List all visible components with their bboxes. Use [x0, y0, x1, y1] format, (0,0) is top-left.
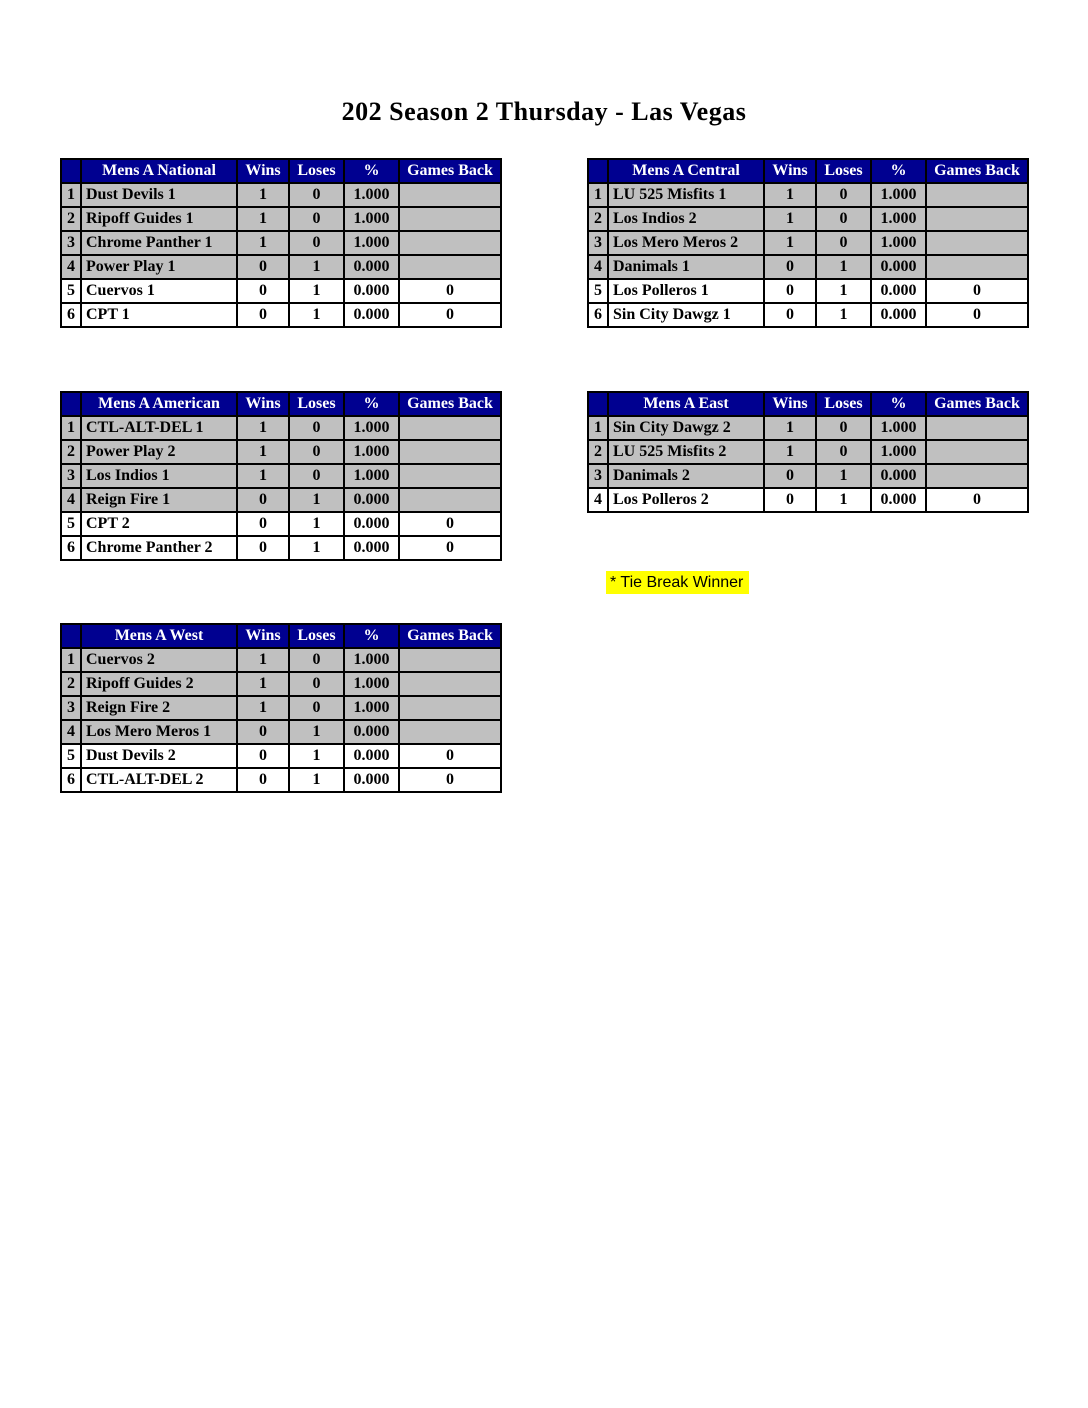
- header-division-title: Mens A Central: [608, 159, 764, 183]
- loses-cell: 1: [816, 255, 871, 279]
- games-back-cell: [926, 255, 1028, 279]
- team-cell: CTL-ALT-DEL 1: [81, 416, 237, 440]
- wins-cell: 1: [237, 648, 289, 672]
- header-rank: [61, 624, 81, 648]
- games-back-cell: [399, 648, 501, 672]
- rank-cell: 4: [588, 488, 608, 512]
- games-back-cell: [926, 464, 1028, 488]
- table-row: [61, 744, 501, 768]
- tie-break-winner-note: * Tie Break Winner: [606, 571, 749, 594]
- header-loses: Loses: [289, 624, 344, 648]
- pct-cell: 0.000: [871, 279, 926, 303]
- header-loses: Loses: [816, 392, 871, 416]
- pct-cell: 0.000: [344, 512, 399, 536]
- pct-cell: 1.000: [871, 416, 926, 440]
- pct-cell: 0.000: [871, 303, 926, 327]
- table-row: [588, 255, 1028, 279]
- wins-cell: 0: [237, 720, 289, 744]
- wins-cell: 0: [764, 255, 816, 279]
- pct-cell: 0.000: [871, 488, 926, 512]
- team-cell: Chrome Panther 1: [81, 231, 237, 255]
- loses-cell: 1: [816, 464, 871, 488]
- team-cell: Cuervos 2: [81, 648, 237, 672]
- table-row: [61, 440, 501, 464]
- team-cell: Ripoff Guides 2: [81, 672, 237, 696]
- rank-cell: 3: [588, 464, 608, 488]
- pct-cell: 1.000: [871, 231, 926, 255]
- pct-cell: 0.000: [344, 279, 399, 303]
- table-row: [588, 464, 1028, 488]
- loses-cell: 0: [816, 416, 871, 440]
- standings-mens-a-east: [587, 391, 1029, 513]
- header-wins: Wins: [237, 392, 289, 416]
- header-games-back: Games Back: [399, 392, 501, 416]
- pct-cell: 1.000: [871, 207, 926, 231]
- loses-cell: 1: [289, 512, 344, 536]
- header-pct: %: [344, 392, 399, 416]
- games-back-cell: [399, 231, 501, 255]
- games-back-cell: [926, 440, 1028, 464]
- team-cell: Power Play 2: [81, 440, 237, 464]
- rank-cell: 6: [61, 768, 81, 792]
- team-cell: Dust Devils 2: [81, 744, 237, 768]
- table-row: [588, 303, 1028, 327]
- pct-cell: 0.000: [344, 255, 399, 279]
- wins-cell: 0: [237, 744, 289, 768]
- team-cell: Danimals 1: [608, 255, 764, 279]
- games-back-cell: 0: [926, 488, 1028, 512]
- rank-cell: 2: [588, 440, 608, 464]
- team-cell: Cuervos 1: [81, 279, 237, 303]
- header-division-title: Mens A East: [608, 392, 764, 416]
- header-division-title: Mens A West: [81, 624, 237, 648]
- pct-cell: 1.000: [344, 416, 399, 440]
- rank-cell: 1: [61, 183, 81, 207]
- games-back-cell: [926, 207, 1028, 231]
- table-row: [61, 255, 501, 279]
- header-wins: Wins: [237, 159, 289, 183]
- pct-cell: 0.000: [344, 488, 399, 512]
- division-table-mens-a-american: [60, 391, 502, 561]
- table-row: [61, 536, 501, 560]
- wins-cell: 1: [764, 231, 816, 255]
- wins-cell: 0: [237, 255, 289, 279]
- rank-cell: 3: [61, 696, 81, 720]
- games-back-cell: 0: [399, 512, 501, 536]
- loses-cell: 1: [816, 303, 871, 327]
- rank-cell: 5: [61, 512, 81, 536]
- loses-cell: 1: [289, 488, 344, 512]
- header-wins: Wins: [764, 159, 816, 183]
- table-row: [588, 183, 1028, 207]
- table-row: [61, 416, 501, 440]
- pct-cell: 0.000: [344, 768, 399, 792]
- rank-cell: 2: [61, 440, 81, 464]
- games-back-cell: [926, 183, 1028, 207]
- team-cell: Los Polleros 1: [608, 279, 764, 303]
- loses-cell: 0: [289, 231, 344, 255]
- rank-cell: 3: [61, 464, 81, 488]
- table-row: [61, 303, 501, 327]
- pct-cell: 1.000: [344, 464, 399, 488]
- rank-cell: 3: [588, 231, 608, 255]
- standings-mens-a-american: [60, 391, 502, 561]
- team-cell: CPT 1: [81, 303, 237, 327]
- table-row: [588, 207, 1028, 231]
- division-table-mens-a-east: [587, 391, 1029, 513]
- page-title: 202 Season 2 Thursday - Las Vegas: [341, 97, 747, 126]
- games-back-cell: 0: [399, 536, 501, 560]
- loses-cell: 1: [816, 279, 871, 303]
- loses-cell: 1: [816, 488, 871, 512]
- header-loses: Loses: [289, 392, 344, 416]
- pct-cell: 1.000: [344, 207, 399, 231]
- rank-cell: 6: [61, 303, 81, 327]
- table-row: [61, 512, 501, 536]
- loses-cell: 1: [289, 303, 344, 327]
- team-cell: Power Play 1: [81, 255, 237, 279]
- header-rank: [61, 159, 81, 183]
- loses-cell: 1: [289, 744, 344, 768]
- wins-cell: 0: [237, 279, 289, 303]
- rank-cell: 2: [61, 207, 81, 231]
- rank-cell: 6: [61, 536, 81, 560]
- team-cell: Ripoff Guides 1: [81, 207, 237, 231]
- games-back-cell: 0: [926, 303, 1028, 327]
- division-table-mens-a-central: [587, 158, 1029, 328]
- pct-cell: 0.000: [344, 303, 399, 327]
- header-pct: %: [871, 159, 926, 183]
- team-cell: LU 525 Misfits 2: [608, 440, 764, 464]
- standings-mens-a-central: [587, 158, 1029, 328]
- wins-cell: 1: [237, 696, 289, 720]
- rank-cell: 3: [61, 231, 81, 255]
- rank-cell: 5: [61, 279, 81, 303]
- header-games-back: Games Back: [926, 392, 1028, 416]
- pct-cell: 1.000: [344, 696, 399, 720]
- table-row: [61, 183, 501, 207]
- table-row: [61, 720, 501, 744]
- wins-cell: 1: [237, 207, 289, 231]
- wins-cell: 1: [237, 440, 289, 464]
- loses-cell: 0: [289, 672, 344, 696]
- standings-mens-a-west: [60, 623, 502, 793]
- games-back-cell: 0: [926, 279, 1028, 303]
- header-row: [61, 624, 501, 648]
- wins-cell: 0: [764, 464, 816, 488]
- team-cell: Danimals 2: [608, 464, 764, 488]
- wins-cell: 1: [237, 416, 289, 440]
- wins-cell: 1: [764, 207, 816, 231]
- loses-cell: 1: [289, 768, 344, 792]
- header-row: [588, 392, 1028, 416]
- wins-cell: 0: [237, 488, 289, 512]
- team-cell: CPT 2: [81, 512, 237, 536]
- rank-cell: 1: [61, 648, 81, 672]
- header-pct: %: [871, 392, 926, 416]
- team-cell: Dust Devils 1: [81, 183, 237, 207]
- header-rank: [61, 392, 81, 416]
- team-cell: Los Indios 1: [81, 464, 237, 488]
- table-row: [61, 648, 501, 672]
- games-back-cell: 0: [399, 279, 501, 303]
- loses-cell: 0: [289, 464, 344, 488]
- wins-cell: 0: [237, 536, 289, 560]
- loses-cell: 0: [816, 207, 871, 231]
- games-back-cell: [399, 255, 501, 279]
- header-loses: Loses: [816, 159, 871, 183]
- wins-cell: 0: [237, 512, 289, 536]
- division-table-mens-a-west: [60, 623, 502, 793]
- header-row: [588, 159, 1028, 183]
- games-back-cell: [399, 672, 501, 696]
- loses-cell: 0: [816, 231, 871, 255]
- rank-cell: 5: [588, 279, 608, 303]
- header-loses: Loses: [289, 159, 344, 183]
- loses-cell: 1: [289, 279, 344, 303]
- loses-cell: 1: [289, 536, 344, 560]
- table-row: [588, 488, 1028, 512]
- team-cell: Chrome Panther 2: [81, 536, 237, 560]
- pct-cell: 1.000: [344, 440, 399, 464]
- pct-cell: 0.000: [344, 744, 399, 768]
- rank-cell: 2: [61, 672, 81, 696]
- pct-cell: 0.000: [344, 536, 399, 560]
- wins-cell: 1: [237, 231, 289, 255]
- games-back-cell: [399, 207, 501, 231]
- table-row: [61, 279, 501, 303]
- games-back-cell: [399, 440, 501, 464]
- wins-cell: 0: [764, 303, 816, 327]
- team-cell: Reign Fire 2: [81, 696, 237, 720]
- games-back-cell: 0: [399, 768, 501, 792]
- games-back-cell: 0: [399, 303, 501, 327]
- table-row: [61, 696, 501, 720]
- table-row: [61, 207, 501, 231]
- games-back-cell: [399, 696, 501, 720]
- header-pct: %: [344, 159, 399, 183]
- pct-cell: 0.000: [344, 720, 399, 744]
- pct-cell: 0.000: [871, 255, 926, 279]
- header-wins: Wins: [764, 392, 816, 416]
- games-back-cell: 0: [399, 744, 501, 768]
- rank-cell: 4: [61, 720, 81, 744]
- rank-cell: 6: [588, 303, 608, 327]
- wins-cell: 0: [237, 303, 289, 327]
- wins-cell: 0: [764, 279, 816, 303]
- header-wins: Wins: [237, 624, 289, 648]
- wins-cell: 0: [237, 768, 289, 792]
- pct-cell: 1.000: [344, 648, 399, 672]
- table-row: [588, 416, 1028, 440]
- header-row: [61, 392, 501, 416]
- table-row: [588, 440, 1028, 464]
- loses-cell: 0: [289, 696, 344, 720]
- pct-cell: 1.000: [344, 183, 399, 207]
- team-cell: Sin City Dawgz 2: [608, 416, 764, 440]
- team-cell: Los Mero Meros 2: [608, 231, 764, 255]
- header-division-title: Mens A American: [81, 392, 237, 416]
- team-cell: LU 525 Misfits 1: [608, 183, 764, 207]
- table-row: [61, 488, 501, 512]
- loses-cell: 1: [289, 720, 344, 744]
- loses-cell: 0: [816, 183, 871, 207]
- team-cell: Los Mero Meros 1: [81, 720, 237, 744]
- rank-cell: 5: [61, 744, 81, 768]
- loses-cell: 0: [289, 648, 344, 672]
- standings-mens-a-national: [60, 158, 502, 328]
- loses-cell: 0: [289, 207, 344, 231]
- games-back-cell: [926, 416, 1028, 440]
- loses-cell: 0: [289, 416, 344, 440]
- header-row: [61, 159, 501, 183]
- rank-cell: 4: [588, 255, 608, 279]
- header-rank: [588, 392, 608, 416]
- table-row: [588, 279, 1028, 303]
- games-back-cell: [399, 720, 501, 744]
- rank-cell: 1: [588, 416, 608, 440]
- wins-cell: 1: [764, 183, 816, 207]
- header-rank: [588, 159, 608, 183]
- division-table-mens-a-national: [60, 158, 502, 328]
- table-row: [61, 672, 501, 696]
- header-pct: %: [344, 624, 399, 648]
- table-row: [61, 231, 501, 255]
- table-row: [61, 768, 501, 792]
- rank-cell: 4: [61, 488, 81, 512]
- pct-cell: 1.000: [344, 231, 399, 255]
- header-division-title: Mens A National: [81, 159, 237, 183]
- table-row: [61, 464, 501, 488]
- loses-cell: 0: [816, 440, 871, 464]
- wins-cell: 1: [764, 440, 816, 464]
- wins-cell: 1: [237, 183, 289, 207]
- games-back-cell: [399, 488, 501, 512]
- header-games-back: Games Back: [399, 159, 501, 183]
- team-cell: Sin City Dawgz 1: [608, 303, 764, 327]
- wins-cell: 1: [764, 416, 816, 440]
- wins-cell: 1: [237, 672, 289, 696]
- header-games-back: Games Back: [399, 624, 501, 648]
- games-back-cell: [926, 231, 1028, 255]
- rank-cell: 4: [61, 255, 81, 279]
- wins-cell: 0: [764, 488, 816, 512]
- team-cell: Los Polleros 2: [608, 488, 764, 512]
- pct-cell: 1.000: [871, 183, 926, 207]
- header-games-back: Games Back: [926, 159, 1028, 183]
- games-back-cell: [399, 183, 501, 207]
- team-cell: CTL-ALT-DEL 2: [81, 768, 237, 792]
- wins-cell: 1: [237, 464, 289, 488]
- pct-cell: 1.000: [871, 440, 926, 464]
- team-cell: Reign Fire 1: [81, 488, 237, 512]
- rank-cell: 1: [588, 183, 608, 207]
- table-row: [588, 231, 1028, 255]
- loses-cell: 0: [289, 440, 344, 464]
- rank-cell: 2: [588, 207, 608, 231]
- rank-cell: 1: [61, 416, 81, 440]
- loses-cell: 0: [289, 183, 344, 207]
- pct-cell: 1.000: [344, 672, 399, 696]
- team-cell: Los Indios 2: [608, 207, 764, 231]
- pct-cell: 0.000: [871, 464, 926, 488]
- loses-cell: 1: [289, 255, 344, 279]
- games-back-cell: [399, 416, 501, 440]
- games-back-cell: [399, 464, 501, 488]
